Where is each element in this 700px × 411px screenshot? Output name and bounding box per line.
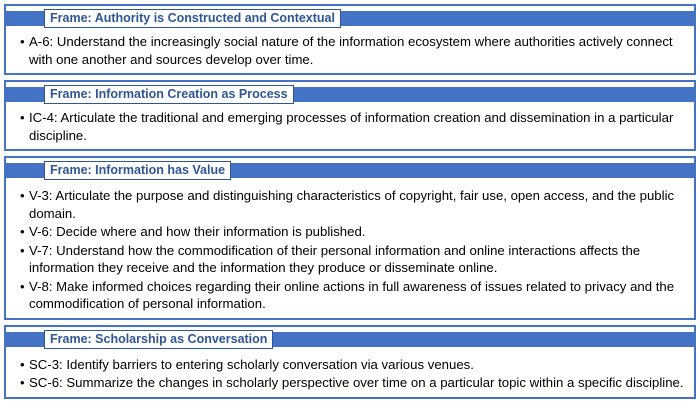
bullet-list [6,107,694,144]
section-header-row [6,85,694,105]
list-item-text: SC-3: Identify barriers to entering scholarly conversation via various venues. [29,356,474,372]
list-item-text: V-3: Articulate the purpose and distinguishing characteristics of copyright, fair use, open access, and the public domain. [29,188,675,221]
bullet-list [6,354,694,392]
list-item [20,278,684,313]
bullet-marker: • [20,375,25,390]
frame-section-information-value [4,156,696,320]
frame-section-authority [4,4,696,75]
bullet-marker: • [20,34,25,49]
list-item-text: V-6: Decide where and how their information is published. [29,224,366,239]
list-item [20,187,684,222]
bullet-list [6,185,694,313]
bullet-marker: • [20,242,25,258]
list-item-text: SC-6: Summarize the changes in scholarly perspective over time on a particular topic within a specific discipline. [29,375,684,390]
section-header-label: Frame: Information has Value [44,161,231,180]
section-header-label: Frame: Information Creation as Process [44,85,294,104]
section-header-label: Frame: Scholarship as Conversation [44,330,273,349]
list-item [20,223,684,241]
list-item-text: V-7: Understand how the commodification of their personal information and online interactions affects the information they receive and the information they produce or disseminate online. [29,242,641,275]
frame-section-scholarship-conversation [4,325,696,399]
bullet-marker: • [20,278,25,294]
section-header-row [6,161,694,181]
list-item [20,242,684,277]
list-item [20,33,684,68]
list-item [20,374,684,392]
bullet-marker: • [20,356,25,372]
list-item [20,356,684,374]
section-header-row [6,9,694,29]
bullet-marker: • [20,110,25,125]
bullet-marker: • [20,188,25,203]
frame-section-information-creation [4,80,696,151]
list-item-text: A-6: Understand the increasingly social nature of the information ecosystem where authorities actively connect with one another and sources develop over time. [29,34,673,67]
list-item-text: V-8: Make informed choices regarding their online actions in full awareness of issues related to privacy and the commodification of personal information. [29,278,675,311]
list-item [20,109,684,144]
section-header-label: Frame: Authority is Constructed and Contextual [44,9,341,28]
bullet-marker: • [20,224,25,239]
bullet-list [6,31,694,68]
list-item-text: IC-4: Articulate the traditional and emerging processes of information creation and dissemination in a particular discipline. [29,110,674,143]
section-header-row [6,330,694,350]
